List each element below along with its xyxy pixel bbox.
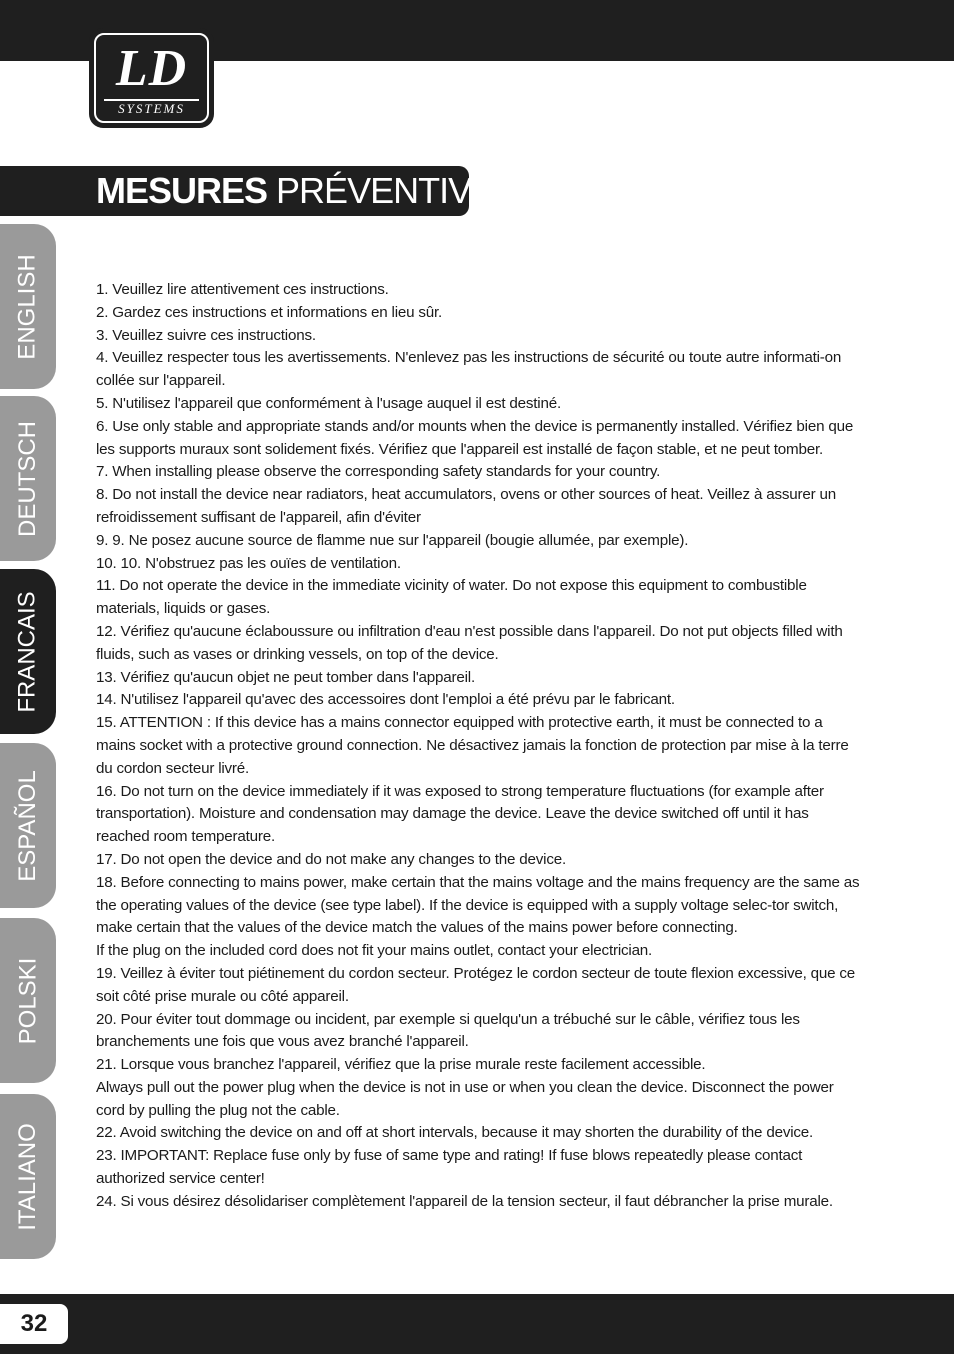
page-title xyxy=(96,170,535,212)
page-title-bold: MESURES xyxy=(96,170,268,211)
instruction-item: 5. N'utilisez l'appareil que conformément à l'usage auquel il est destiné. xyxy=(96,394,561,412)
instruction-item: 1. Veuillez lire attentivement ces instructions. xyxy=(96,281,389,298)
instruction-item: 13. Vérifiez qu'aucun objet ne peut tomber dans l'appareil. xyxy=(96,668,476,686)
instruction-item: 10. 10. N'obstruez pas les ouïes de ventilation. xyxy=(96,554,401,572)
instruction-item: 21. Lorsque vous branchez l'appareil, vérifiez que la prise murale reste facilement accessible. xyxy=(96,1056,706,1074)
instruction-item: 3. Veuillez suivre ces instructions. xyxy=(96,326,316,344)
instruction-item: 11. Do not operate the device in the immediate vicinity of water. Do not expose this equipment to combustible materials, liquids or gases. xyxy=(96,577,807,618)
tab-label: ITALIANO xyxy=(14,1122,42,1231)
tab-label: POLSKI xyxy=(14,957,41,1044)
instructions-list xyxy=(96,279,860,1214)
tab-deutsch[interactable] xyxy=(0,396,56,561)
instruction-item: 8. Do not install the device near radiators, heat accumulators, ovens or other sources of heat. Veillez à assurer un refroidissement suffisant de l'appareil, afin d'éviter xyxy=(96,486,836,526)
tab-label: DEUTSCH xyxy=(14,420,42,537)
bottom-bar xyxy=(0,1294,954,1354)
ld-systems-logo xyxy=(89,28,214,128)
instruction-item: 22. Avoid switching the device on and off at short intervals, because it may shorten the durability of the device. xyxy=(96,1124,814,1142)
instruction-item: 19. Veillez à éviter tout piétinement du cordon secteur. Protégez le cordon secteur de toute flexion excessive, que ce soit côté prise murale ou côté appareil. xyxy=(96,964,856,1005)
instruction-item: 7. When installing please observe the corresponding safety standards for your country. xyxy=(96,463,661,481)
instruction-item: If the plug on the included cord does not fit your mains outlet, contact your electrician. xyxy=(96,942,653,960)
tab-label: FRANCAIS xyxy=(14,590,42,713)
instruction-item: 20. Pour éviter tout dommage ou incident, par exemple si quelqu'un a trébuché sur le câble, vérifiez tous les branchements une fois que vous avez branché l'appareil. xyxy=(96,1010,800,1051)
instruction-item: 17. Do not open the device and do not make any changes to the device. xyxy=(96,850,567,868)
logo-sub-text: SYSTEMS xyxy=(104,99,199,116)
instruction-item: 9. 9. Ne posez aucune source de flamme nue sur l'appareil (bougie allumée, par exemple). xyxy=(96,531,689,549)
instruction-item: 4. Veuillez respecter tous les avertissements. N'enlevez pas les instructions de sécurité ou toute autre informati-on collée sur l'appareil. xyxy=(96,349,842,390)
instruction-item: 16. Do not turn on the device immediately if it was exposed to strong temperature fluctuations (for example after transportation). Moisture and condensation may damage the device. Leave the device switched off until it has reached room temperature. xyxy=(96,782,824,846)
instruction-item: 6. Use only stable and appropriate stands and/or mounts when the device is permanently installed. Vérifiez bien que les supports muraux sont solidement fixés. Vérifiez que l'appareil est installé de façon stable, et ne peut tomber. xyxy=(96,417,854,458)
logo-main-text: LD xyxy=(115,40,188,97)
tab-label: ENGLISH xyxy=(14,253,41,360)
instruction-item: 2. Gardez ces instructions et informations en lieu sûr. xyxy=(96,303,443,321)
tab-polski[interactable] xyxy=(0,918,56,1083)
tab-label: ESPAÑOL xyxy=(14,769,42,882)
instruction-item: 18. Before connecting to mains power, make certain that the mains voltage and the mains frequency are the same as the operating values of the device (see type label). If the device is equipped with a supply voltage selec-tor switch, make certain that the values of the device match the values of the mains power before connecting. xyxy=(96,873,860,937)
instruction-item: 23. IMPORTANT: Replace fuse only by fuse of same type and rating! If fuse blows repeatedly please contact authorized service center! xyxy=(96,1147,803,1188)
section-title-bar xyxy=(0,166,536,216)
tab-francais[interactable] xyxy=(0,569,56,734)
tab-english[interactable] xyxy=(0,224,56,389)
instruction-item: 12. Vérifiez qu'aucune éclaboussure ou infiltration d'eau n'est possible dans l'appareil. Do not put objects filled with fluids, such as vases or drinking vessels, on top of the device. xyxy=(96,622,843,663)
logo-frame xyxy=(94,33,209,123)
instruction-item: 15. ATTENTION : If this device has a mains connector equipped with protective earth, it must be connected to a mains socket with a protective ground connection. Ne désactivez jamais la fonction de protection par mise à la terre du cordon secteur livré. xyxy=(96,714,849,777)
instruction-item: Always pull out the power plug when the device is not in use or when you clean the device. Disconnect the power cord by pulling the plug not the cable. xyxy=(96,1078,834,1119)
instruction-item: 14. N'utilisez l'appareil qu'avec des accessoires dont l'emploi a été prévu par le fabricant. xyxy=(96,691,675,709)
page-number: 32 xyxy=(0,1304,68,1344)
tab-italiano[interactable] xyxy=(0,1094,56,1259)
instruction-item: 24. Si vous désirez désolidariser complètement l'appareil de la tension secteur, il faut débrancher la prise murale. xyxy=(96,1192,833,1210)
page-title-rest: PRÉVENTIVES : xyxy=(276,170,536,211)
tab-espanol[interactable] xyxy=(0,743,56,908)
